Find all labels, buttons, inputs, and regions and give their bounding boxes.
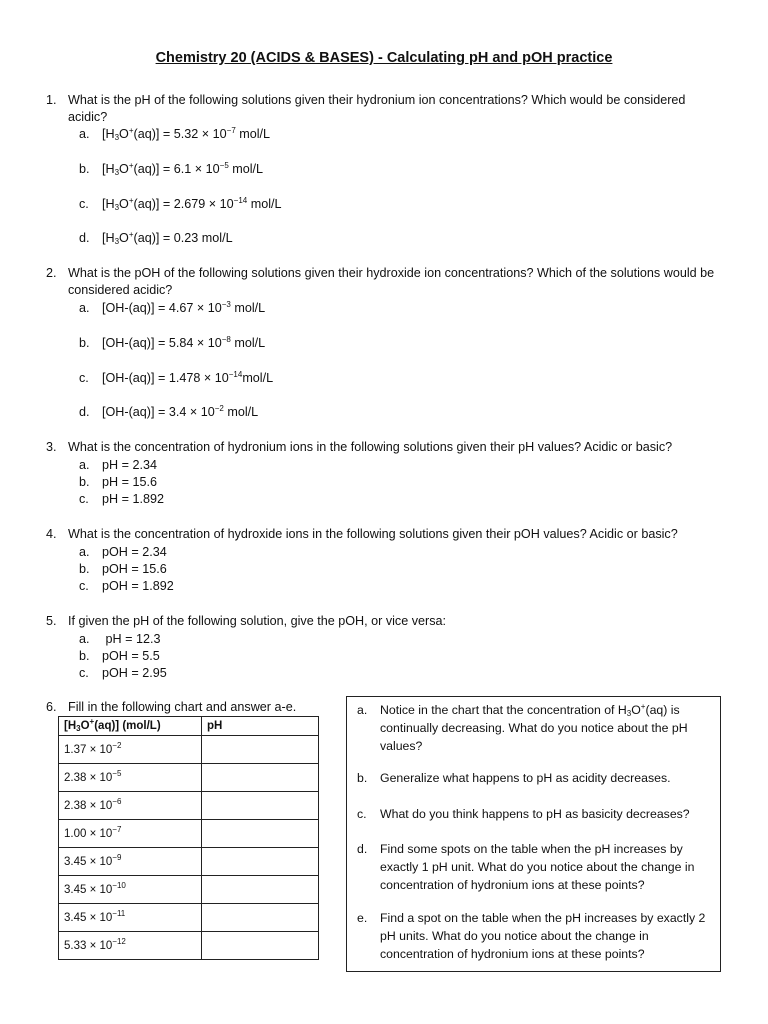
worksheet-title: Chemistry 20 (ACIDS & BASES) - Calculating pH and pOH practice [155, 50, 613, 66]
option-label: a. [79, 127, 90, 141]
q5-option-a: a. pH = 12.3 [79, 632, 161, 646]
question-text: What is the pOH of the following solutions given their hydroxide ion concentrations? Which of the solutions would be considered acidic? [68, 266, 715, 297]
table-row [59, 820, 319, 848]
box-item-e: e. Find a spot on the table when the pH increases by exactly 2 pH units. What do you notice about the change in concentration of hydronium ions at these points? [357, 911, 706, 961]
ph-answer-cell[interactable] [202, 736, 319, 764]
table-row [59, 876, 319, 904]
question-text: If given the pH of the following solution, give the pOH, or vice versa: [68, 614, 447, 628]
box-item-a: a. Notice in the chart that the concentration of $H_3O^+(aq)$ is continually decreasing. What do you notice about the pH values? [357, 702, 688, 753]
concentration-cell: $2.38 \times 10^{-6}$ [59, 792, 202, 820]
ph-answer-cell[interactable] [202, 820, 319, 848]
q2-option-d: d. $[OH-(aq)] = 3.4 \times 10^{-2}$ mol/L [79, 404, 259, 419]
concentration-header: $[H_3O^+(aq)]$ (mol/L) [59, 717, 202, 736]
q5-option-b: b. pOH = 5.5 [79, 649, 160, 663]
question-text: What is the pH of the following solutions given their hydronium ion concentrations? Which would be considered acidic? [68, 93, 686, 124]
question-text: What is the concentration of hydroxide ions in the following solutions given their pOH values? Acidic or basic? [68, 527, 678, 541]
box-item-b: b. Generalize what happens to pH as acidity decreases. [357, 771, 671, 785]
question-3: 3. What is the concentration of hydronium ions in the following solutions given their pH values? Acidic or basic? [46, 439, 716, 456]
q4-option-c: c. pOH = 1.892 [79, 579, 174, 593]
q3-option-a: a. pH = 2.34 [79, 458, 157, 472]
concentration-cell: $1.37 \times 10^{-2}$ [59, 736, 202, 764]
table-row [59, 764, 319, 792]
q4-option-b: b. pOH = 15.6 [79, 562, 167, 576]
concentration-cell: $1.00 \times 10^{-7}$ [59, 820, 202, 848]
ph-answer-cell[interactable] [202, 876, 319, 904]
option-label: b. [79, 162, 90, 176]
box-item-c: c. What do you think happens to pH as basicity decreases? [357, 807, 690, 821]
question-number: 1. [46, 93, 57, 107]
ph-answer-cell[interactable] [202, 848, 319, 876]
concentration-cell: $3.45 \times 10^{-9}$ [59, 848, 202, 876]
option-label: c. [79, 197, 89, 211]
question-2 [46, 265, 716, 299]
concentration-cell: $3.45 \times 10^{-10}$ [59, 876, 202, 904]
ph-answer-cell[interactable] [202, 904, 319, 932]
concentration-cell: $3.45 \times 10^{-11}$ [59, 904, 202, 932]
question-5: 5. If given the pH of the following solution, give the pOH, or vice versa: [46, 613, 716, 630]
q3-option-b: b. pH = 15.6 [79, 475, 157, 489]
question-1 [46, 92, 716, 126]
question-6: 6. Fill in the following chart and answer a-e. [46, 699, 336, 716]
concentration-cell: $2.38 \times 10^{-5}$ [59, 764, 202, 792]
question-text: What is the concentration of hydronium ions in the following solutions given their pH values? Acidic or basic? [68, 440, 673, 454]
question-text: Fill in the following chart and answer a-e. [68, 700, 297, 714]
ph-header: pH [202, 717, 319, 736]
question-4: 4. What is the concentration of hydroxide ions in the following solutions given their pOH values? Acidic or basic? [46, 526, 716, 543]
q1-option-d: d. $[H_3O^+(aq)] = 0.23$ mol/L [79, 230, 233, 246]
table-row [59, 904, 319, 932]
table-row [59, 848, 319, 876]
ph-answer-cell[interactable] [202, 792, 319, 820]
ph-answer-cell[interactable] [202, 932, 319, 960]
q2-option-a: a. $[OH-(aq)] = 4.67 \times 10^{-3}$ mol/L [79, 300, 266, 315]
ph-chart-table [58, 716, 319, 960]
box-item-d: d. Find some spots on the table when the pH increases by exactly 1 pH unit. What do you notice about the change in concentration of hydronium ions at these points? [357, 842, 695, 892]
question-number: 2. [46, 266, 57, 280]
q5-option-c: c. pOH = 2.95 [79, 666, 167, 680]
concentration-cell: $5.33 \times 10^{-12}$ [59, 932, 202, 960]
table-row [59, 792, 319, 820]
q3-option-c: c. pH = 1.892 [79, 492, 164, 506]
q2-option-b: b. $[OH-(aq)] = 5.84 \times 10^{-8}$ mol/L [79, 335, 266, 350]
table-row [59, 932, 319, 960]
q1-option-b: b. $[H_3O^+(aq)] = 6.1 \times 10^{-5}$ mol/L [79, 161, 264, 177]
option-label: d. [79, 231, 90, 245]
table-row [59, 736, 319, 764]
table-header-row [59, 717, 319, 736]
q2-option-c: c. $[OH-(aq)] = 1.478 \times 10^{-14}mol/L$ [79, 370, 274, 385]
q1-option-c: c. $[H_3O^+(aq)] = 2.679 \times 10^{-14}$ mol/L [79, 196, 282, 212]
q4-option-a: a. pOH = 2.34 [79, 545, 167, 559]
questions-box [346, 696, 721, 972]
q1-option-a: a. $[H_3O^+(aq)] = 5.32 \times 10^{-7}$ mol/L [79, 126, 271, 142]
ph-answer-cell[interactable] [202, 764, 319, 792]
